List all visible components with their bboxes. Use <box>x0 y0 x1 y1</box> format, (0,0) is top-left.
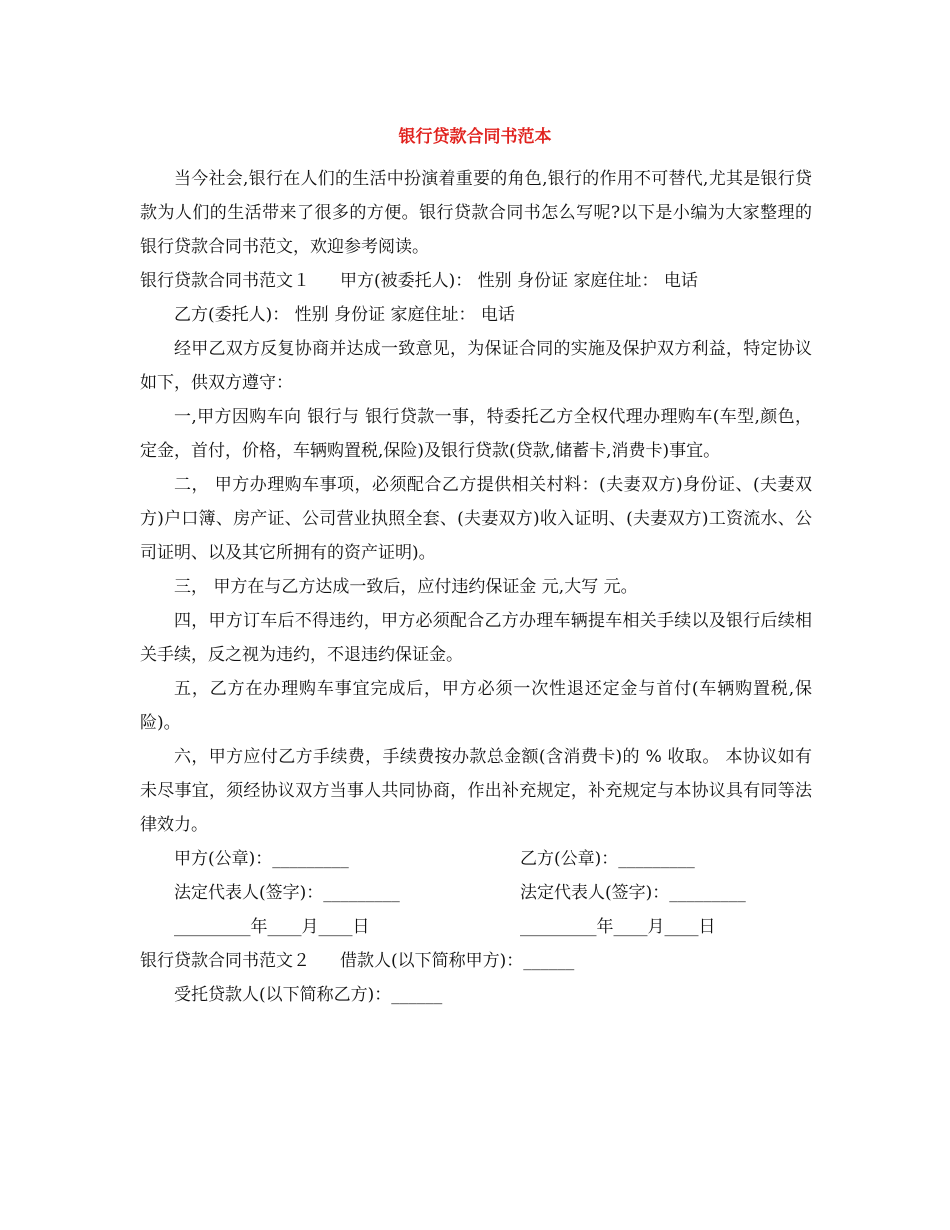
sample1-heading: 银行贷款合同书范文１ <box>140 271 310 291</box>
preamble-paragraph: 经甲乙双方反复协商并达成一致意见，为保证合同的实施及保护双方利益，特定协议如下，供双方遵守： <box>140 339 812 393</box>
clause-1: 一,甲方因购车向 银行与 银行贷款一事，特委托乙方全权代理办理购车(车型,颜色，定金，首付，价格，车辆购置税,保险)及银行贷款(贷款,储蓄卡,消费卡)事宜。 <box>140 407 812 461</box>
trustee-field: 受托贷款人(以下简称乙方)：______ <box>174 985 443 1005</box>
party-b-seal: 乙方(公章)：_________ <box>520 849 695 869</box>
clause-3: 三， 甲方在与乙方达成一致后，应付违约保证金 元,大写 元。 <box>174 577 638 597</box>
document-body <box>140 162 812 1012</box>
sample2-heading: 银行贷款合同书范文２ <box>140 951 310 971</box>
document-title: 银行贷款合同书范本 <box>398 127 552 147</box>
borrower-field: 借款人(以下简称甲方)：______ <box>340 951 575 971</box>
signature-seal-row <box>140 842 812 876</box>
clause-4: 四，甲方订车后不得违约，甲方必须配合乙方办理车辆提车相关手续以及银行后续相关手续，反之视为违约，不退违约保证金。 <box>140 611 812 665</box>
party-a-date: _________年____月____日 <box>174 917 370 937</box>
sample2-header-line <box>140 944 812 978</box>
sample1-header-line <box>140 264 812 298</box>
party-a-seal: 甲方(公章)：_________ <box>174 849 349 869</box>
signature-rep-row <box>140 876 812 910</box>
intro-paragraph: 当今社会,银行在人们的生活中扮演着重要的角色,银行的作用不可替代,尤其是银行贷款为人们的生活带来了很多的方便。银行贷款合同书怎么写呢?以下是小编为大家整理的银行贷款合同书范文，欢迎参考阅读。 <box>140 169 812 257</box>
party-b-date: _________年____月____日 <box>520 917 716 937</box>
clause-2: 二， 甲方办理购车事项，必须配合乙方提供相关村料：(夫妻双方)身份证、(夫妻双方)户口簿、房产证、公司营业执照全套、(夫妻双方)收入证明、(夫妻双方)工资流水、公司证明、以及其它所拥有的资产证明)。 <box>140 475 812 563</box>
clause-5: 五，乙方在办理购车事宜完成后，甲方必须一次性退还定金与首付(车辆购置税,保险)。 <box>140 679 812 733</box>
party-b-representative: 法定代表人(签字)：_________ <box>520 883 746 903</box>
signature-date-row <box>140 910 812 944</box>
party-b-info: 乙方(委托人)： 性别 身份证 家庭住址： 电话 <box>174 305 515 325</box>
party-a-representative: 法定代表人(签字)：_________ <box>174 883 400 903</box>
party-a-info: 甲方(被委托人)： 性别 身份证 家庭住址： 电话 <box>340 271 698 291</box>
clause-6: 六，甲方应付乙方手续费，手续费按办款总金额(含消费卡)的 % 收取。 本协议如有未尽事宜，须经协议双方当事人共同协商，作出补充规定，补充规定与本协议具有同等法律效力。 <box>140 747 812 835</box>
